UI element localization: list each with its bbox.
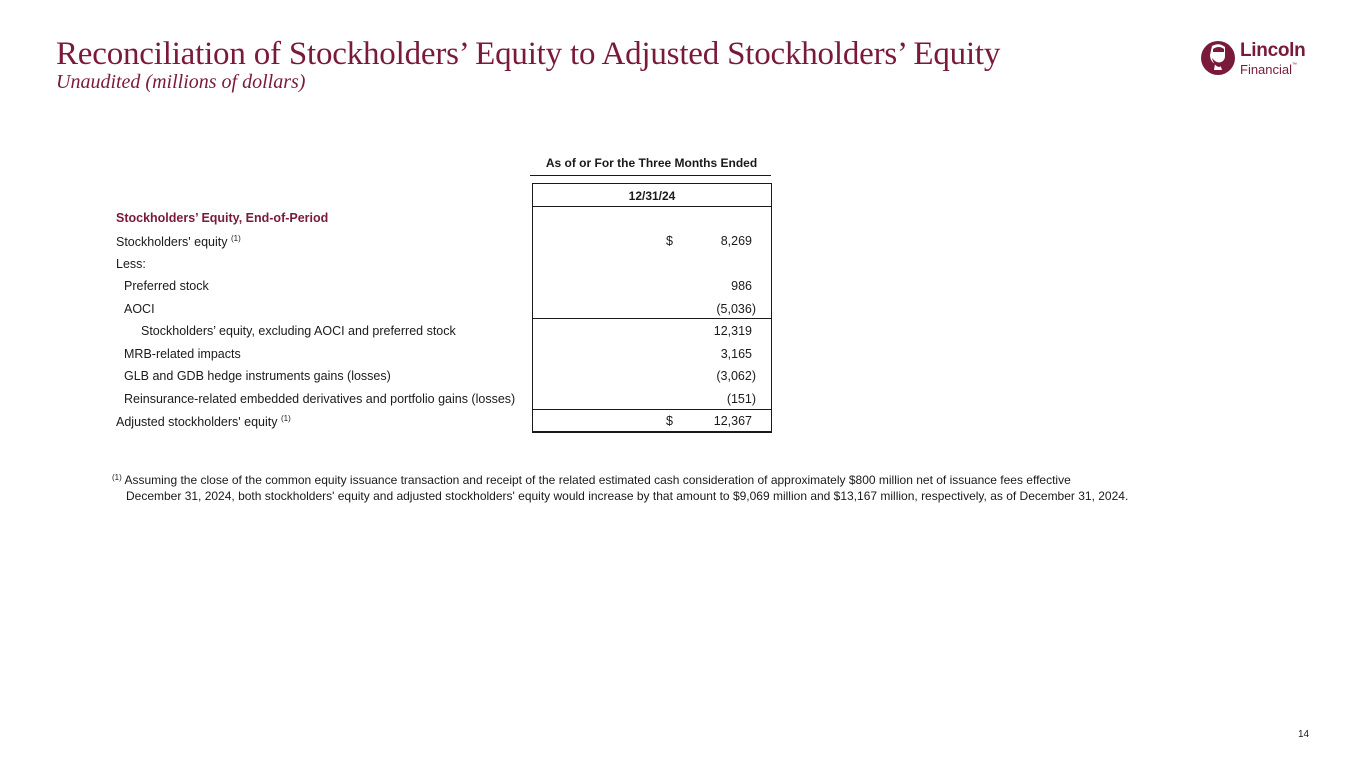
page-title: Reconciliation of Stockholders’ Equity to Adjusted Stockholders’ Equity bbox=[56, 36, 1001, 72]
row-value: 986 bbox=[731, 279, 752, 293]
dollar-sign: $ bbox=[666, 414, 673, 428]
footnote-ref: (1) bbox=[230, 234, 241, 243]
row-label: Reinsurance-related embedded derivatives and portfolio gains (losses) bbox=[124, 392, 516, 406]
logo-wordmark-lincoln: Lincoln bbox=[1240, 40, 1306, 61]
table-row bbox=[0, 369, 800, 389]
column-header-rule bbox=[532, 206, 772, 207]
row-value: (3,062) bbox=[716, 369, 756, 383]
row-value: 12,367 bbox=[713, 414, 752, 428]
row-label: Stockholders' equity bbox=[116, 235, 228, 249]
logo-wordmark-financial: Financial™ bbox=[1240, 62, 1298, 77]
page-subtitle: Unaudited (millions of dollars) bbox=[56, 71, 306, 93]
row-value: (5,036) bbox=[716, 302, 756, 316]
table-row bbox=[0, 414, 800, 434]
row-label: MRB-related impacts bbox=[124, 347, 241, 361]
footnote-marker: (1) bbox=[112, 473, 122, 482]
column-header-date: 12/31/24 bbox=[628, 189, 676, 203]
table-row bbox=[0, 234, 800, 254]
section-heading: Stockholders’ Equity, End-of-Period bbox=[116, 211, 329, 225]
row-label: Less: bbox=[116, 257, 146, 271]
row-value: 8,269 bbox=[720, 234, 752, 248]
row-label: Preferred stock bbox=[124, 279, 209, 293]
lincoln-financial-logo bbox=[1200, 38, 1315, 80]
footnote bbox=[112, 470, 1262, 504]
table-row bbox=[0, 302, 800, 322]
row-label: GLB and GDB hedge instruments gains (losses) bbox=[124, 369, 391, 383]
row-label: Stockholders’ equity, excluding AOCI and preferred stock bbox=[141, 324, 456, 338]
table-row bbox=[0, 324, 800, 344]
lincoln-portrait-icon bbox=[1200, 38, 1236, 78]
footnote-line-2: December 31, 2024, both stockholders' equity and adjusted stockholders' equity would increase by that amount to $9,069 million and $13,167 million, respectively, as of December 31, 2024. bbox=[126, 489, 1129, 503]
table-row bbox=[0, 347, 800, 367]
dollar-sign: $ bbox=[666, 234, 673, 248]
section-heading-row bbox=[0, 211, 800, 231]
table-row bbox=[0, 392, 800, 412]
row-value: 3,165 bbox=[720, 347, 752, 361]
table-row bbox=[0, 279, 800, 299]
footnote-ref: (1) bbox=[281, 414, 291, 423]
page-number: 14 bbox=[1298, 729, 1310, 740]
row-label: AOCI bbox=[124, 302, 155, 316]
table-row bbox=[0, 257, 800, 277]
row-value: 12,319 bbox=[713, 324, 752, 338]
column-group-header: As of or For the Three Months Ended bbox=[545, 156, 758, 170]
header-rule bbox=[530, 175, 771, 176]
row-label: Adjusted stockholders' equity bbox=[116, 415, 278, 429]
footnote-line-1: Assuming the close of the common equity issuance transaction and receipt of the related estimated cash consideration of approximately $800 million net of issuance fees effective bbox=[124, 473, 1071, 487]
row-value: (151) bbox=[726, 392, 756, 406]
